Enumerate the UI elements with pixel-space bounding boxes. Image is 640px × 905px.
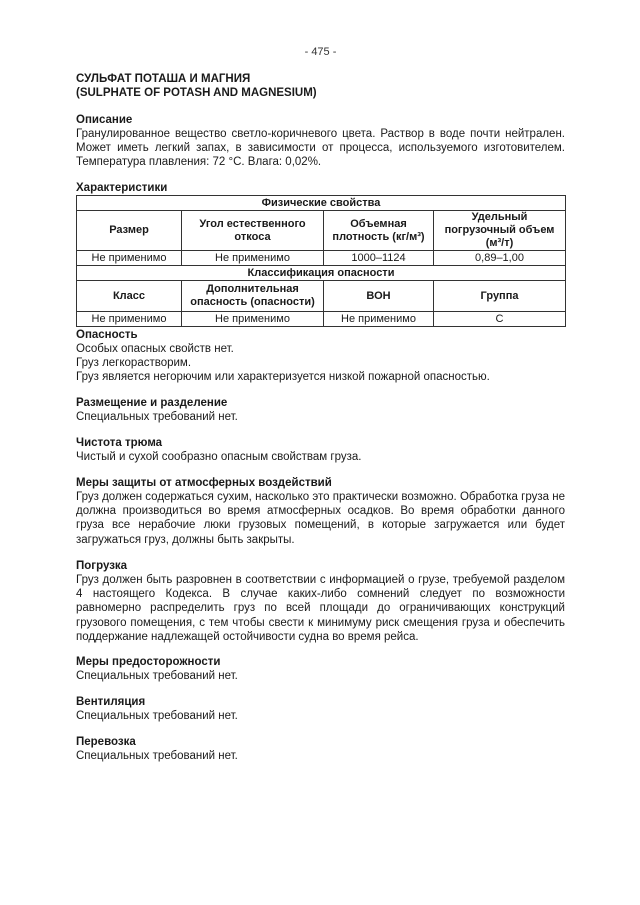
value-bulk-density: 1000–1124 (324, 251, 434, 266)
weather-heading: Меры защиты от атмосферных воздействий (76, 477, 332, 489)
precautions-heading: Меры предосторожности (76, 656, 221, 668)
physical-properties-title: Физические свойства (77, 196, 566, 211)
hazard-line-1: Особых опасных свойств нет. (76, 343, 234, 355)
header-bulk-density: Объемная плотность (кг/м³) (324, 211, 434, 251)
title-line-2: (SULPHATE OF POTASH AND MAGNESIUM) (76, 87, 317, 99)
value-class: Не применимо (77, 312, 182, 327)
carriage-text: Специальных требований нет. (76, 750, 238, 762)
document-title (76, 72, 317, 100)
hazard-heading: Опасность (76, 329, 138, 341)
header-subsidiary-hazard: Дополнительная опасность (опасности) (182, 281, 324, 312)
carriage-heading: Перевозка (76, 736, 136, 748)
stowage-heading: Размещение и разделение (76, 397, 228, 409)
carriage-section (76, 735, 565, 763)
characteristics-section (76, 181, 565, 195)
page-number: - 475 - (304, 46, 337, 58)
physical-title-row (77, 196, 566, 211)
loading-heading: Погрузка (76, 560, 128, 572)
hold-cleanliness-section (76, 436, 565, 464)
value-subsidiary-hazard: Не применимо (182, 312, 324, 327)
hold-cleanliness-text: Чистый и сухой сообразно опасным свойствам груза. (76, 451, 362, 463)
hazard-values-row (77, 312, 566, 327)
characteristics-table (76, 195, 566, 327)
loading-section (76, 559, 565, 644)
header-stowage-factor: Удельный погрузочный объем (м³/т) (434, 211, 566, 251)
characteristics-heading: Характеристики (76, 182, 168, 194)
precautions-text: Специальных требований нет. (76, 670, 238, 682)
hazard-classification-title: Классификация опасности (77, 266, 566, 281)
hazard-header-row (77, 281, 566, 312)
ventilation-text: Специальных требований нет. (76, 710, 238, 722)
value-group: C (434, 312, 566, 327)
description-heading: Описание (76, 114, 133, 126)
header-mhb: ВОН (324, 281, 434, 312)
value-angle-of-repose: Не применимо (182, 251, 324, 266)
hazard-section (76, 328, 565, 385)
weather-section (76, 476, 565, 547)
loading-text: Груз должен быть разровнен в соответствии с информацией о грузе, требуемой разделом 4 настоящего Кодекса. В случае каких-либо сомнений следует по возможности равномерно распределить груз по всей площади до ограничивающих конструкций грузового помещения, с тем чтобы свести к минимуму риск смещения груза и обеспечить поддержание надлежащей остойчивости судна во время рейса. (76, 574, 565, 643)
header-group: Группа (434, 281, 566, 312)
ventilation-section (76, 695, 565, 723)
physical-values-row (77, 251, 566, 266)
ventilation-heading: Вентиляция (76, 696, 146, 708)
hazard-title-row (77, 266, 566, 281)
hazard-line-2: Груз легкорастворим. (76, 357, 192, 370)
header-angle-of-repose: Угол естественного откоса (182, 211, 324, 251)
precautions-section (76, 655, 565, 683)
value-stowage-factor: 0,89–1,00 (434, 251, 566, 266)
header-size: Размер (77, 211, 182, 251)
hold-cleanliness-heading: Чистота трюма (76, 437, 163, 449)
weather-text: Груз должен содержаться сухим, насколько это практически возможно. Обработка груза не должна производиться во время атмосферных осадков. Во время обработки данного груза все нерабочие люки грузовых помещений, в которые загружается или будет загружаться груз, должны быть закрыты. (76, 491, 565, 546)
value-mhb: Не применимо (324, 312, 434, 327)
hazard-line-3: Груз является негорючим или характеризуется низкой пожарной опасностью. (76, 371, 490, 384)
value-size: Не применимо (77, 251, 182, 266)
header-class: Класс (77, 281, 182, 312)
description-section (76, 113, 565, 170)
physical-header-row (77, 211, 566, 251)
description-text: Гранулированное вещество светло-коричневого цвета. Раствор в воде почти нейтрален. Может иметь легкий запах, в зависимости от процесса, используемого изготовителем. Температура плавления: 72 °C. Влага: 0,02%. (76, 128, 565, 169)
stowage-text: Специальных требований нет. (76, 411, 238, 423)
stowage-section (76, 396, 565, 424)
title-line-1: СУЛЬФАТ ПОТАША И МАГНИЯ (76, 73, 251, 85)
